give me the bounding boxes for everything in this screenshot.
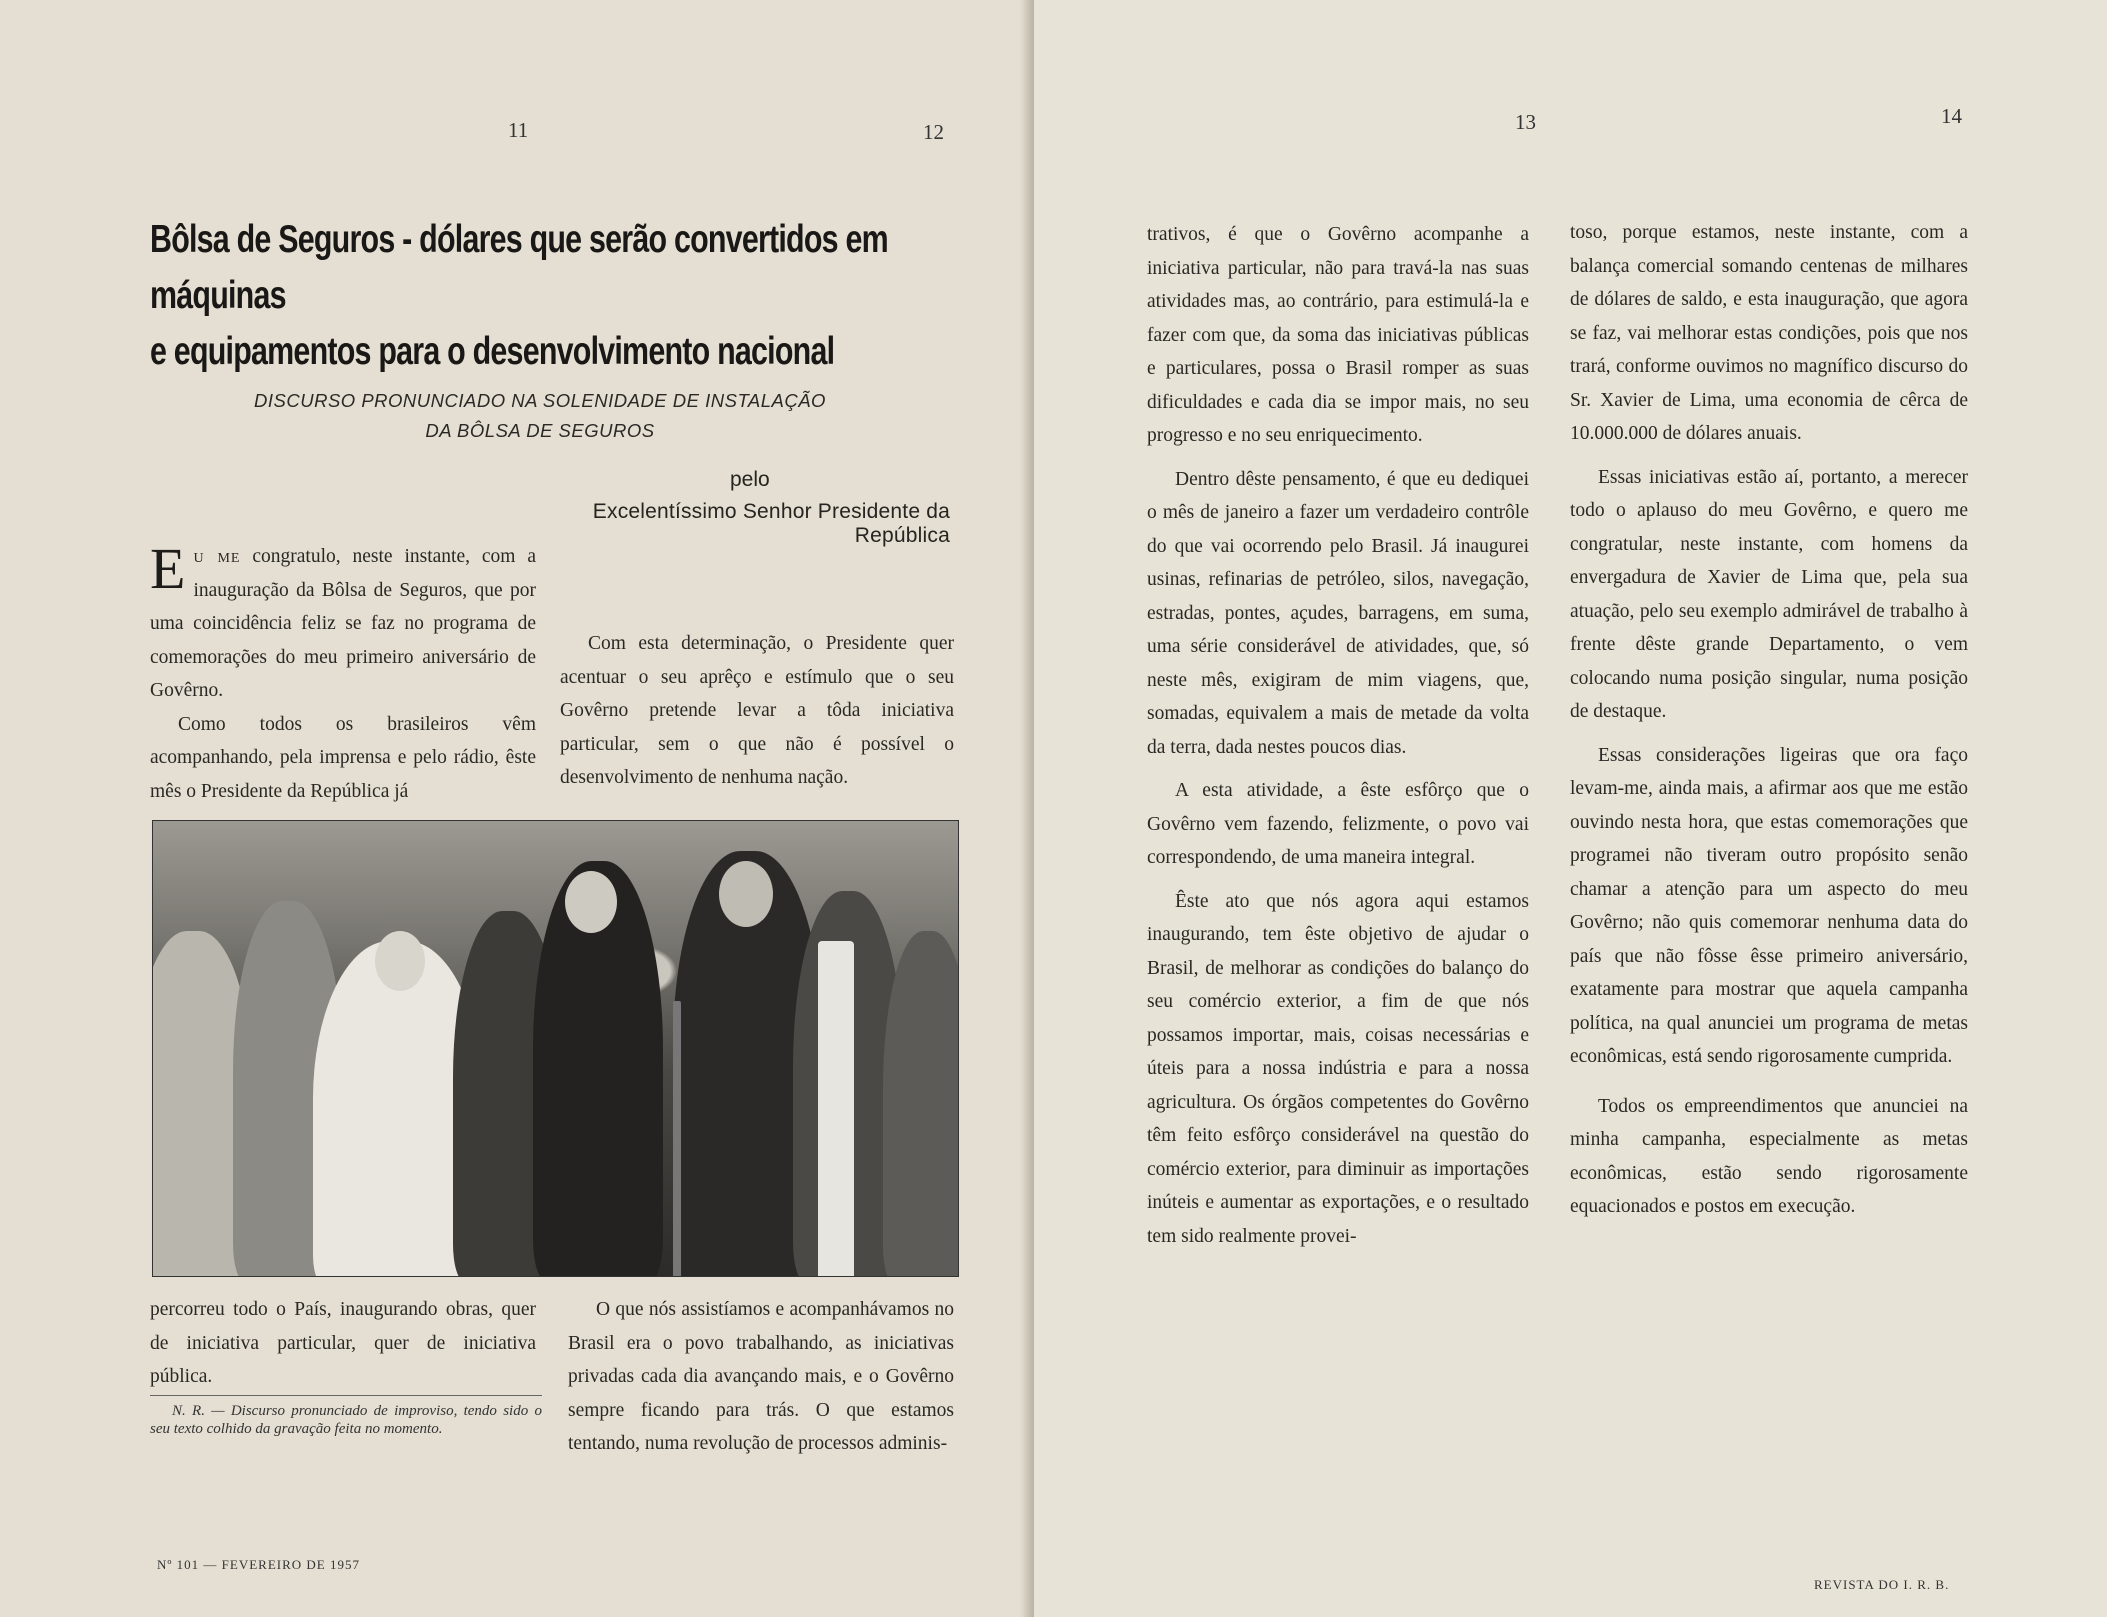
opening-small-caps: u me xyxy=(193,546,241,567)
paragraph: Essas considerações ligeiras que ora faço levam-me, ainda mais, a afirmar aos que me estão ouvindo nesta hora, que estas comemorações que programei não tiveram outro propósito senão chamar a atenção para um aspecto do meu Govêrno; não quis comemorar nenhuma data do país que não fôsse êsse primeiro aniversário, exatamente para mostrar que aquela campanha política, na qual anunciei um programa de metas econômicas, está sendo rigorosamente cumprida. xyxy=(1570,744,1968,1067)
paragraph: Todos os empreendimentos que anunciei na minha campanha, especialmente as metas econômicas, estão sendo rigorosamente equacionados e postos em execução. xyxy=(1570,1095,1968,1217)
article-subtitle xyxy=(160,386,920,446)
column-3 xyxy=(1147,218,1529,1253)
article-title xyxy=(150,212,891,380)
page-number-12: 12 xyxy=(923,120,944,144)
subtitle-line-2: DA BÔLSA DE SEGUROS xyxy=(425,420,655,441)
byline-prefix: pelo xyxy=(730,468,770,491)
paragraph: percorreu todo o País, inaugurando obras, quer de iniciativa particular, quer de iniciativa pública. xyxy=(150,1299,536,1387)
paragraph: Essas iniciativas estão aí, portanto, a merecer todo o aplauso do meu Govêrno, e quero me congratular, neste instante, com homens da envergadura de Xavier de Lima que, pela sua atuação, pelo seu exemplo admirável de trabalho à frente dêste grande Departamento, o vem colocando numa posição singular, numa posição de destaque. xyxy=(1570,466,1968,722)
drop-cap: E xyxy=(150,536,186,601)
page-number-13: 13 xyxy=(1515,110,1536,134)
paragraph: trativos, é que o Govêrno acompanhe a iniciativa particular, não para travá-la nas suas atividades mas, ao contrário, para estimulá-la e fazer com que, da soma das iniciativas públicas e particulares, possa o Brasil romper as suas dificuldades e cada dia se impor mais, no seu progresso e no seu enriquecimento. xyxy=(1147,224,1529,446)
right-page xyxy=(1034,0,2107,1617)
article-title-line-2: e equipamentos para o desenvolvimento nacional xyxy=(150,330,835,373)
column-2-bottom xyxy=(568,1293,954,1461)
editor-note-text: N. R. — Discurso pronunciado de improviso, tendo sido o seu texto colhido da gravação feita no momento. xyxy=(150,1403,542,1437)
left-page xyxy=(0,0,1034,1617)
column-1-bottom xyxy=(150,1293,536,1394)
column-4 xyxy=(1570,216,1968,1224)
footer-magazine: REVISTA DO I. R. B. xyxy=(1814,1577,1950,1592)
article-title-line-1: Bôlsa de Seguros - dólares que serão convertidos em máquinas xyxy=(150,218,888,317)
paragraph: Com esta determinação, o Presidente quer acentuar o seu aprêço e estímulo que o seu Govêrno pretende levar a tôda iniciativa particular, sem o que não é possível o desenvolvimento de nenhuma nação. xyxy=(560,633,954,788)
byline-author: Excelentíssimo Senhor Presidente da República xyxy=(592,500,950,547)
paragraph: Êste ato que nós agora aqui estamos inaugurando, tem êste objetivo de ajudar o Brasil, de melhorar as condições do balanço do seu comércio exterior, a fim de que nós possamos importar, mais, coisas necessárias e úteis para a nossa indústria e para a nossa agricultura. Os órgãos competentes do Govêrno têm feito esfôrço considerável na questão do comércio exterior, para diminuir as importações inúteis e aumentar as exportações, e o resultado tem sido realmente provei- xyxy=(1147,890,1529,1247)
column-1-top xyxy=(150,536,536,808)
inauguration-photo xyxy=(152,820,959,1277)
editor-note xyxy=(150,1395,542,1438)
subtitle-line-1: DISCURSO PRONUNCIADO NA SOLENIDADE DE INSTALAÇÃO xyxy=(254,390,826,411)
paragraph: Como todos os brasileiros vêm acompanhando, pela imprensa e pelo rádio, êste mês o Presidente da República já xyxy=(150,713,536,802)
opening-paragraph xyxy=(150,536,536,708)
paragraph: O que nós assistíamos e acompanhávamos no Brasil era o povo trabalhando, as iniciativas privadas cada dia avançando mais, e o Govêrno sempre ficando para trás. O que estamos tentando, numa revolução de processos adminis- xyxy=(568,1299,954,1454)
paragraph: Dentro dêste pensamento, é que eu dediquei o mês de janeiro a fazer um verdadeiro contrôle do que vai ocorrendo pelo Brasil. Já inaugurei usinas, refinarias de petróleo, silos, navegação, estradas, pontes, açudes, barragens, em suma, uma série considerável de atividades, que, só neste mês, exigiram de mim viagens, que, somadas, equivalem a mais de metade da volta da terra, dada nestes poucos dias. xyxy=(1147,468,1529,758)
paragraph: A esta atividade, a êste esfôrço que o Govêrno vem fazendo, felizmente, o povo vai correspondendo, de uma maneira integral. xyxy=(1147,780,1529,868)
page-number-14: 14 xyxy=(1941,104,1962,128)
opening-text: congratulo, neste instante, com a inauguração da Bôlsa de Seguros, que por uma coincidência feliz se faz no programa de comemorações do meu primeiro aniversário de Govêrno. xyxy=(150,546,536,701)
footer-issue: Nº 101 — FEVEREIRO DE 1957 xyxy=(157,1557,360,1572)
paragraph: toso, porque estamos, neste instante, com a balança comercial somando centenas de milhares de dólares de saldo, e esta inauguração, que agora se faz, vai melhorar estas condições, pois que nos trará, conforme ouvimos no magnífico discurso do Sr. Xavier de Lima, uma economia de cêrca de 10.000.000 de dólares anuais. xyxy=(1570,222,1968,444)
page-number-11: 11 xyxy=(508,118,529,142)
column-2-top xyxy=(560,627,954,795)
